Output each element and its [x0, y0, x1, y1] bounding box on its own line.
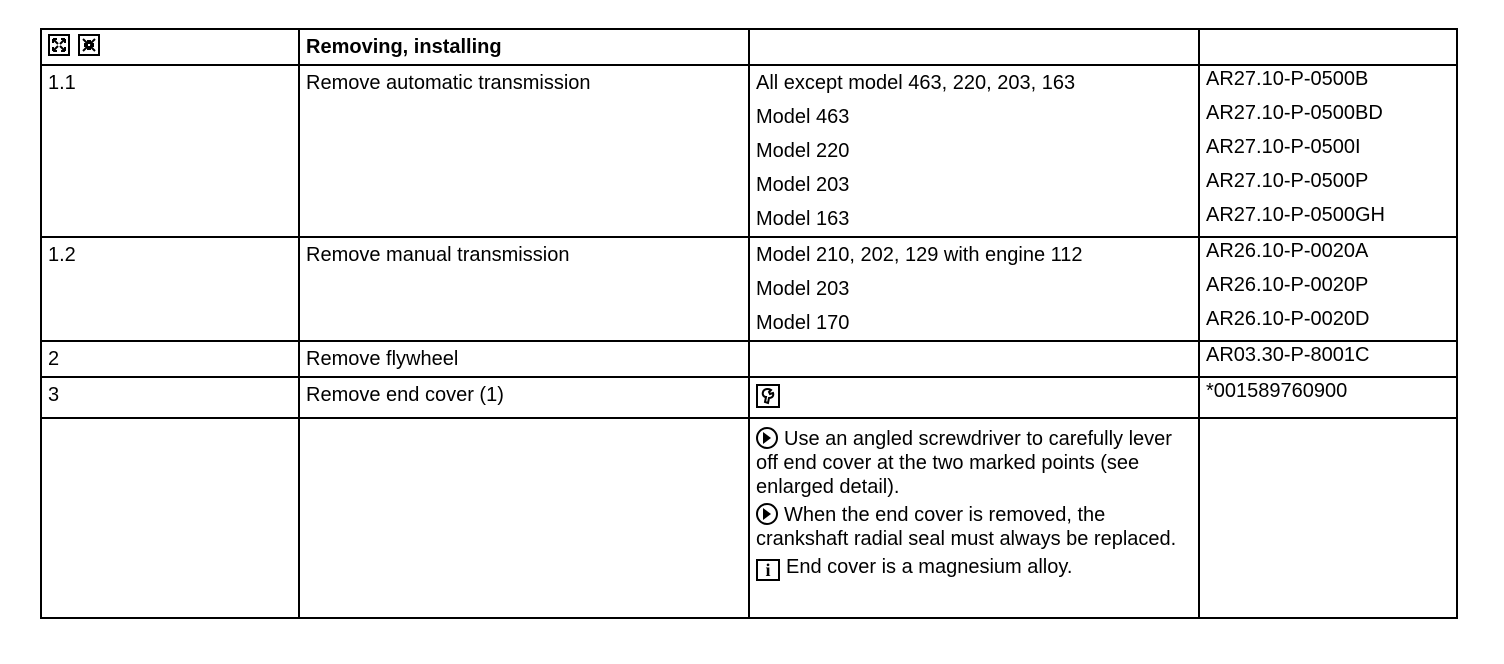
table-row [41, 237, 1457, 341]
condition-item: Model 203 [756, 174, 850, 196]
condition-item: Model 203 [756, 278, 850, 300]
empty-cell [41, 418, 299, 618]
step-number: 3 [41, 377, 299, 418]
reference-link[interactable]: AR27.10-P-0500I [1206, 136, 1361, 158]
table-row [41, 377, 1457, 418]
step-number: 1.2 [41, 237, 299, 341]
step-action: Remove automatic transmission [299, 65, 749, 237]
step-action: Remove end cover (1) [299, 377, 749, 418]
conditions-cell [749, 65, 1199, 237]
condition-item: All except model 463, 220, 203, 163 [756, 72, 1076, 94]
info-icon: i [756, 559, 780, 581]
reference-link[interactable]: AR03.30-P-8001C [1206, 344, 1370, 366]
step-number: 1.1 [41, 65, 299, 237]
collapse-icon[interactable] [78, 34, 100, 56]
header-title: Removing, installing [299, 29, 749, 65]
refs-cell [1199, 377, 1457, 418]
procedure-table [40, 28, 1458, 619]
condition-item: Model 210, 202, 129 with engine 112 [756, 244, 1083, 266]
notes-row [41, 418, 1457, 618]
refs-cell [1199, 237, 1457, 341]
table-row [41, 341, 1457, 377]
condition-item: Model 220 [756, 140, 850, 162]
step-action: Remove flywheel [299, 341, 749, 377]
empty-cell [1199, 418, 1457, 618]
reference-link[interactable]: AR27.10-P-0500B [1206, 68, 1369, 90]
reference-link[interactable]: *001589760900 [1206, 380, 1348, 402]
header-row [41, 29, 1457, 65]
note-item [756, 427, 1192, 499]
empty-cell [299, 418, 749, 618]
header-empty-cell [749, 29, 1199, 65]
caution-icon [756, 427, 778, 449]
special-tool-icon[interactable] [756, 384, 780, 408]
caution-icon [756, 503, 778, 525]
procedure-table-wrapper [40, 28, 1458, 619]
reference-link[interactable]: AR27.10-P-0500BD [1206, 102, 1383, 124]
conditions-cell [749, 377, 1199, 418]
reference-link[interactable]: AR27.10-P-0500GH [1206, 204, 1385, 226]
refs-cell [1199, 65, 1457, 237]
header-icons-cell [41, 29, 299, 65]
condition-item: Model 163 [756, 208, 850, 230]
expand-icon[interactable] [48, 34, 70, 56]
note-text: Use an angled screwdriver to carefully lever off end cover at the two marked points (see enlarged detail). [756, 428, 1172, 498]
note-text: When the end cover is removed, the crankshaft radial seal must always be replaced. [756, 504, 1177, 550]
note-item [756, 503, 1192, 551]
header-empty-cell [1199, 29, 1457, 65]
notes-cell [749, 418, 1199, 618]
reference-link[interactable]: AR27.10-P-0500P [1206, 170, 1369, 192]
conditions-cell [749, 341, 1199, 377]
step-number: 2 [41, 341, 299, 377]
step-action: Remove manual transmission [299, 237, 749, 341]
condition-item: Model 463 [756, 106, 850, 128]
conditions-cell [749, 237, 1199, 341]
reference-link[interactable]: AR26.10-P-0020A [1206, 240, 1369, 262]
reference-link[interactable]: AR26.10-P-0020P [1206, 274, 1369, 296]
note-item [756, 555, 1192, 581]
note-text: End cover is a magnesium alloy. [786, 556, 1073, 578]
reference-link[interactable]: AR26.10-P-0020D [1206, 308, 1370, 330]
table-row [41, 65, 1457, 237]
refs-cell [1199, 341, 1457, 377]
condition-item: Model 170 [756, 312, 850, 334]
